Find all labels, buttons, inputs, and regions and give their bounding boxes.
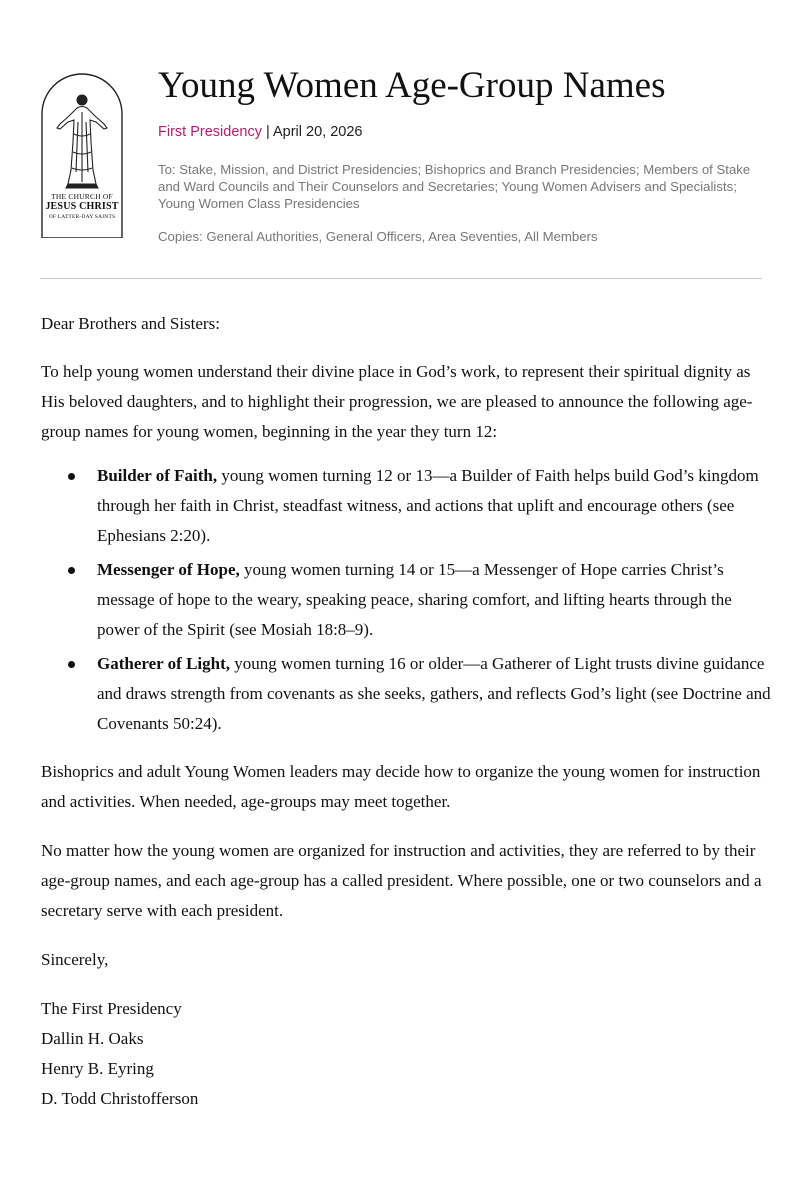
meta-separator: | [261,124,273,140]
sender: First Presidency [158,124,262,140]
signature-line: Dallin H. Oaks [41,1029,144,1048]
age-group-name: Builder of Faith, [97,466,218,485]
signature-block [41,994,771,1114]
letter-meta [158,124,362,140]
age-group-list [41,461,771,739]
age-group-name: Gatherer of Light, [97,654,230,673]
logo-line-1: THE CHURCH OF [51,192,113,201]
signature-line: D. Todd Christofferson [41,1089,199,1108]
logo-line-3: OF LATTER-DAY SAINTS [48,214,116,220]
age-group-description: young women turning 14 or 15—a Messenger of Hope carries Christ’s message of hope to the weary, speaking peace, sharing comfort, and lifting hearts through the power of the Spirit (see Mosiah 18:8–9). [97,560,732,639]
recipients: To: Stake, Mission, and District Presidencies; Bishoprics and Branch Presidencies; Members of Stake and Ward Councils and Their Counselors and Secretaries; Young Women Advisers and Specialists; Young Women Class Presidencies [158,162,751,211]
copies-list: Copies: General Authorities, General Officers, Area Seventies, All Members [158,229,598,244]
bullet-icon [68,661,75,668]
presidency-paragraph: No matter how the young women are organized for instruction and activities, they are referred to by their age-group names, and each age-group has a called president. Where possible, one or two counselors and a secretary serve with each president. [41,841,762,920]
header-divider [40,278,762,279]
bullet-icon [68,567,75,574]
letter-body [41,309,771,1114]
signature-line: The First Presidency [41,999,182,1018]
age-group-description: young women turning 16 or older—a Gatherer of Light trusts divine guidance and draws strength from covenants as she seeks, gathers, and reflects God’s light (see Doctrine and Covenants 50:24). [97,654,771,733]
christus-statue-icon [57,95,107,188]
list-item [41,649,771,739]
salutation: Dear Brothers and Sisters: [41,314,220,333]
bullet-icon [68,473,75,480]
organization-paragraph: Bishoprics and adult Young Women leaders may decide how to organize the young women for instruction and activities. When needed, age-groups may meet together. [41,762,761,811]
age-group-description: young women turning 12 or 13—a Builder of Faith helps build God’s kingdom through her faith in Christ, steadfast witness, and actions that uplift and encourage others (see Ephesians 2:20). [97,466,759,545]
letter-date: April 20, 2026 [272,124,363,140]
list-item [41,555,771,645]
list-item [41,461,771,551]
closing: Sincerely, [41,950,109,969]
signature-line: Henry B. Eyring [41,1059,154,1078]
age-group-name: Messenger of Hope, [97,560,240,579]
logo-line-2: JESUS CHRIST [45,201,119,212]
church-name-logotype [38,192,126,221]
intro-paragraph: To help young women understand their divine place in God’s work, to represent their spiritual dignity as His beloved daughters, and to highlight their progression, we are pleased to announce the following age-group names for young women, beginning in the year they turn 12: [41,362,753,441]
page-title: Young Women Age-Group Names [158,65,666,106]
